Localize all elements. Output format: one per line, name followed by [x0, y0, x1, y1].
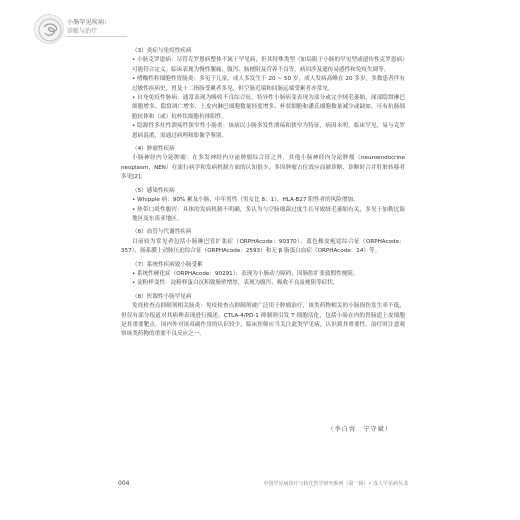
- paragraph: 目前较为常见者包括小肠淋巴管扩张症（ORPHAcode：90370）、蓝色橡皮疱痣综合征（ORPHAcode：357）、肠系膜上动脉压迫综合征（ORPHAcode：2593）和无 β 脂蛋白血症（ORPHAcode：14）等。: [121, 238, 405, 255]
- paragraph: • 隐源性多灶性溃疡性狭窄性小肠炎：该病以小肠多发性溃疡和狭窄为特征，病因未明，临床罕见，易与克罗恩病混淆，需通过病理和影像学鉴别。: [132, 123, 405, 139]
- header-divider: [67, 36, 127, 37]
- author-signature: （李白容 宁守斌）: [327, 426, 392, 433]
- section-heading: （7）系统性疾病致小肠受累: [132, 261, 203, 268]
- paragraph: • 热带口炎性腹泻：具体的发病机制不明确，多认为与空肠细菌过度生长导致绒毛萎缩有关，多见于加勒比海地区及东南亚地区。: [132, 206, 405, 222]
- paragraph: • Whipple 病：90% 累及小肠，中年男性（男女比 8：1），HLA-B27 阳性者的风险增加。: [132, 197, 359, 204]
- header-subtitle: 诊断与治疗: [67, 28, 98, 35]
- section-heading: （4）肿瘤性疾病: [132, 146, 175, 153]
- section-heading: （8）医源性小肠罕见病: [132, 293, 192, 300]
- paragraph: 免疫检查点抑制剂相关肠炎：免疫检查点抑制剂被广泛用于肿瘤治疗，该类药物相关的小肠损伤发生率不低，但仅有部分报道对其病理表现进行描述。CTLA-4/PD-1 抑制剂引发 T 细胞活化，包括小肠在内的胃肠道上皮细胞是其重要靶点，国内外对该毒副作用的认识较少，临床医师应当关注此类罕见病，认识到其重要性，治疗时注意观察该类药物的重要不良反应之一。: [121, 303, 405, 338]
- series-title: 中国罕见病诊疗与转化医学研究系列（第一辑）• 成人罕见病丛书: [263, 481, 408, 487]
- chapter-badge: [34, 14, 134, 46]
- section-heading: （6）血管与代谢性疾病: [132, 229, 192, 236]
- paragraph: • 自身免疫性肠病：通常表现为吸收不良综合征，特异性小肠病变表现为部分或完全绒毛萎缩、深部隐窝淋巴细胞增多、隐窝凋亡增多，上皮内淋巴细胞数量轻度增多、杯状细胞和潘氏细胞数量减少或缺如，可有抗肠细胞抗体和（或）抗杯状细胞抗体阳性。: [132, 95, 405, 120]
- paragraph: 小肠神经内分泌肿瘤：在多发神经内分泌肿瘤综合征之外，其他小肠神经内分泌肿瘤（neuroendocrine neoplasm，NEN）在流行病学和发病机制方面的认知很少，多因肿瘤占位效应而被诊断，诊断时合并肝脏转移者多见[2]。: [121, 155, 405, 181]
- paragraph: • 嗜酸性粒细胞性胃肠炎：多见于儿童，成人多发生于 20 ~ 50 岁，成人发病高峰在 20 多岁，多数患者伴有过敏性疾病史，胃及十二指肠受累者多见，但空肠近端和回肠远端受累者亦常见。: [132, 76, 405, 92]
- paragraph: • 系统性硬化症（ORPHAcode：90291）：表现为小肠动力障碍，因肠腔扩张致假性梗阻。: [132, 270, 359, 277]
- body-text: [121, 47, 405, 340]
- paragraph: • 小肠克罗恩病：尽管克罗恩病整体不属于罕见病，但其特殊类型（如局限于小肠的罕见型或遗传性克罗恩病）可能符合定义。临床表现为慢性腹痛、腹泻、肠梗阻及营养不良等，病因涉及遗传易感性和免疫失调等。: [132, 57, 405, 73]
- intestine-logo-icon: [34, 14, 64, 44]
- section-heading: （5）感染性疾病: [132, 187, 175, 194]
- section-heading: （3）炎症与免疫性疾病: [132, 48, 192, 54]
- page-number: 004: [118, 480, 130, 487]
- paragraph: • 淀粉样变性：淀粉样蛋白沉积致肠壁增厚，表现为腹泻、吸收不良及梗阻等症状。: [132, 280, 339, 287]
- header-title: 小肠罕见疾病:: [67, 19, 107, 26]
